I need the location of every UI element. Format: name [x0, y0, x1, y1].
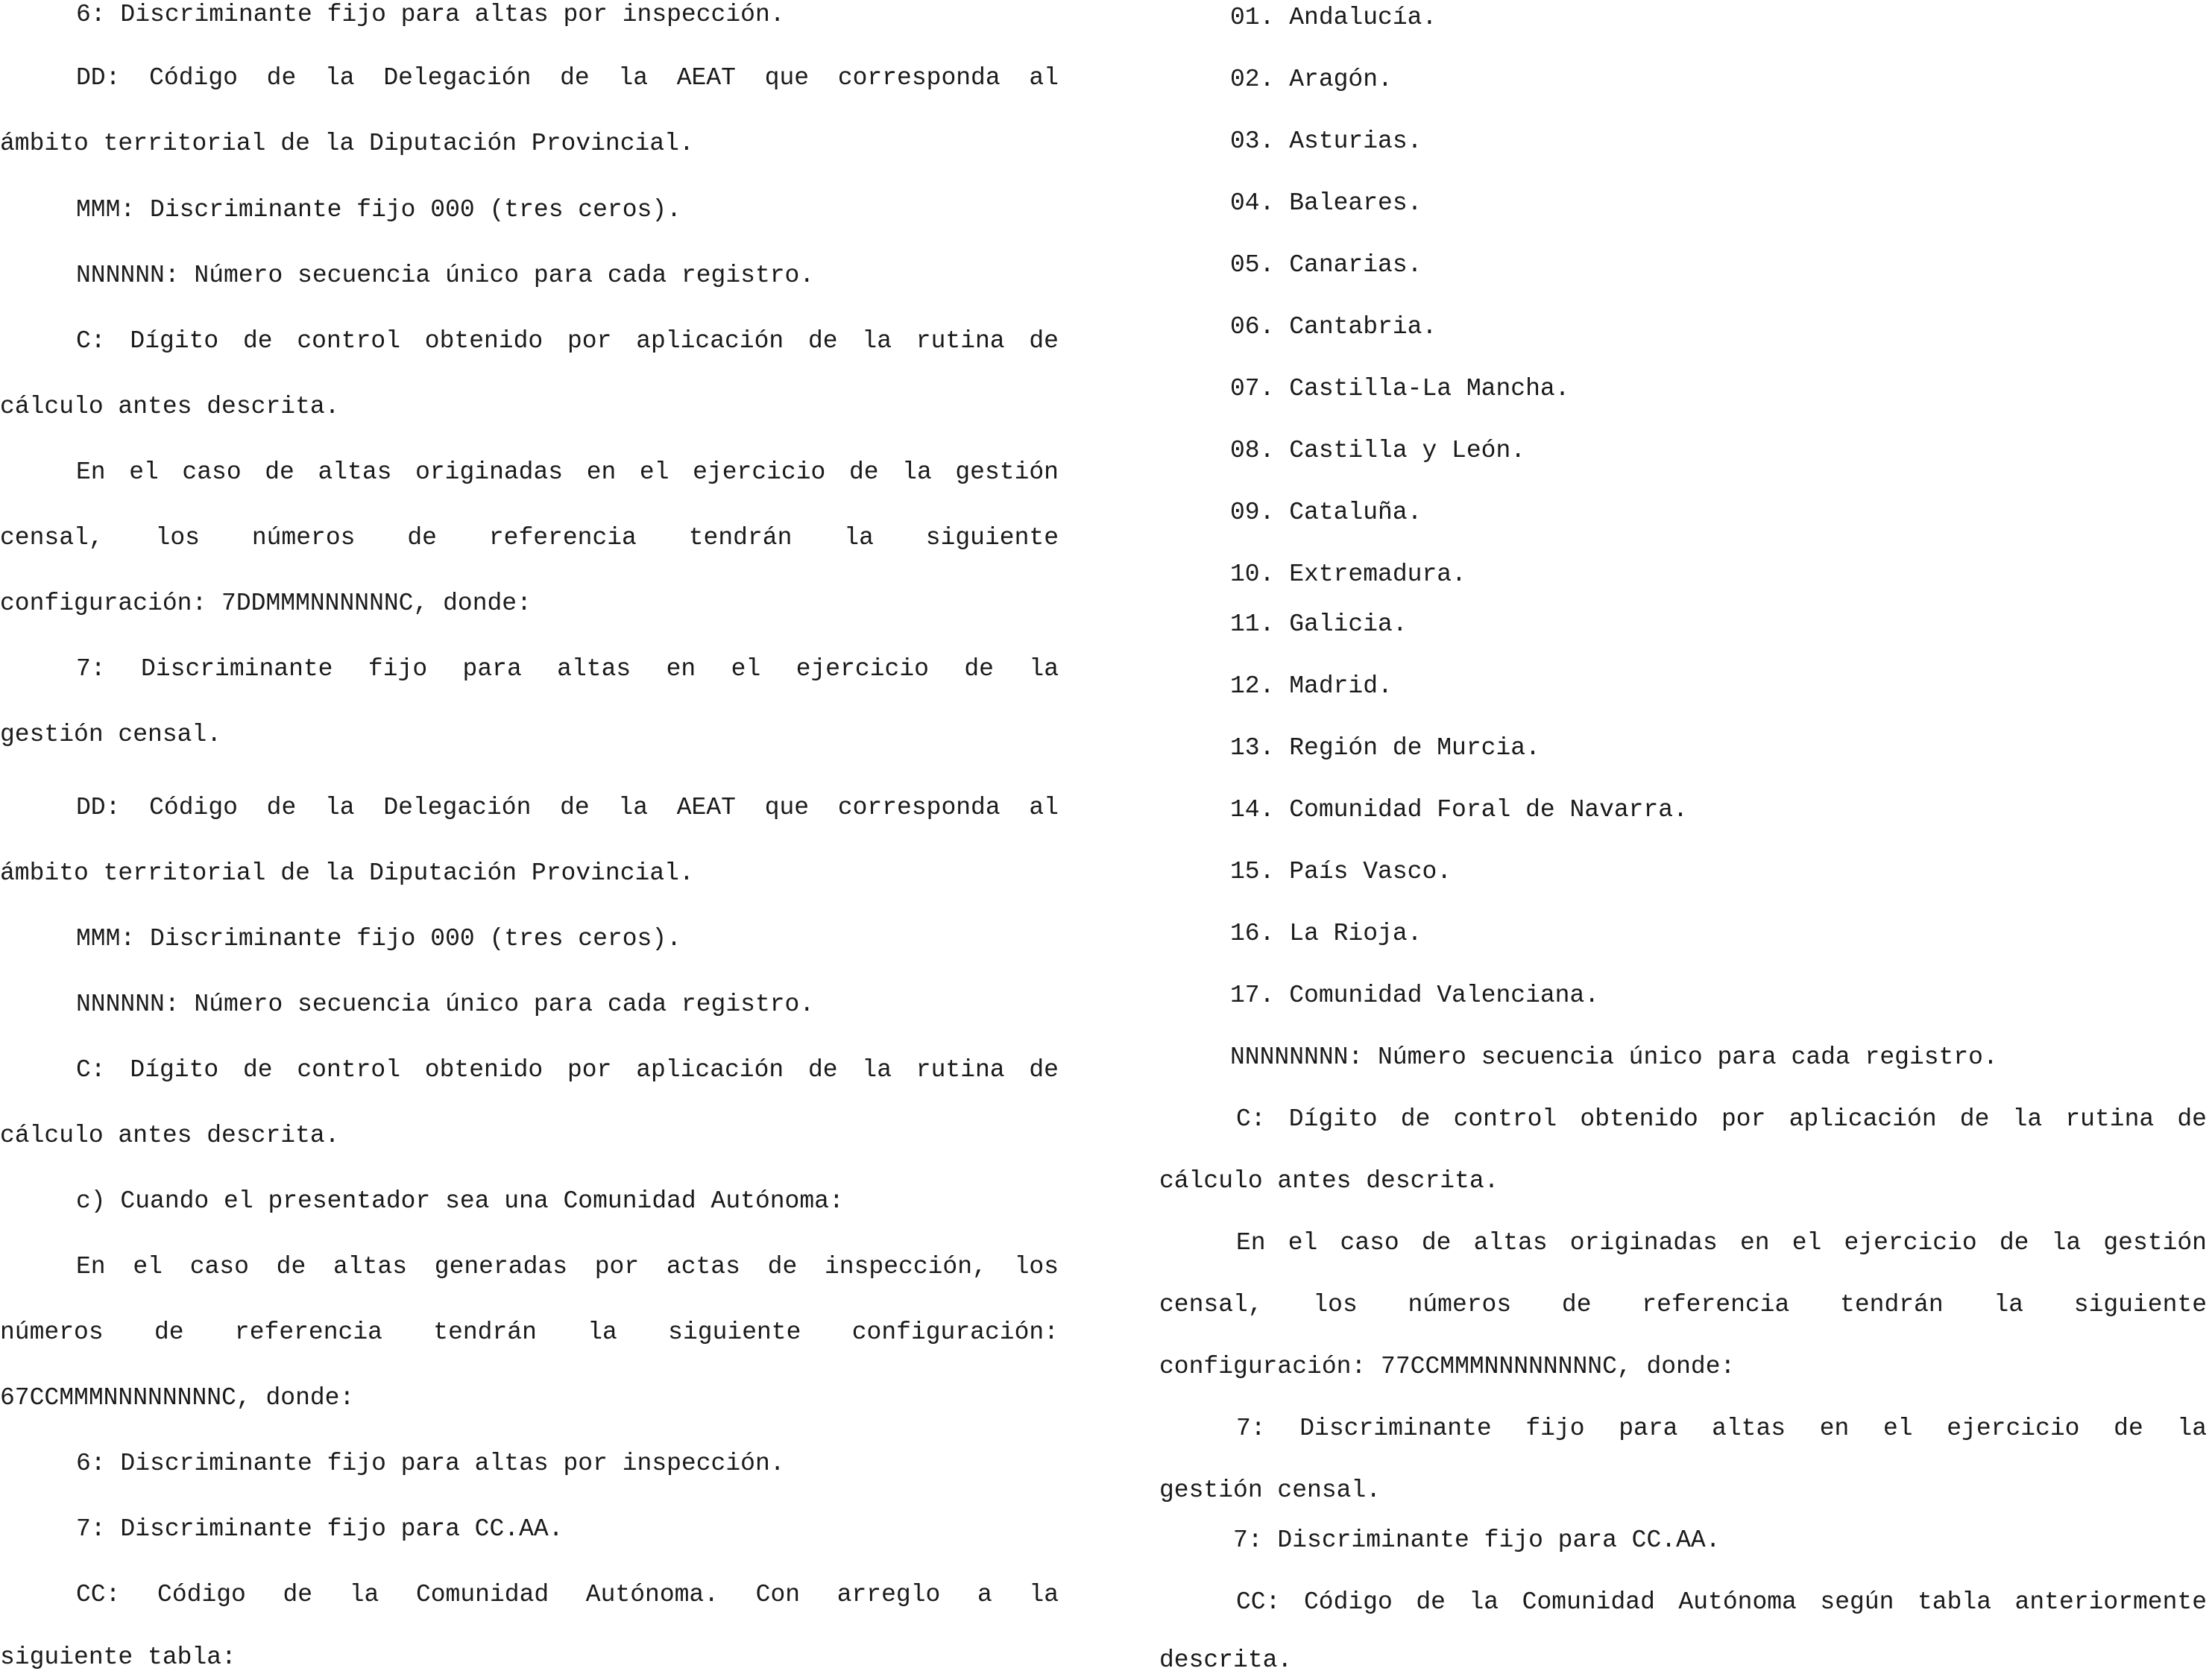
paragraph-line: NNNNNNNN: Número secuencia único para cada registro.: [1230, 1043, 1998, 1071]
paragraph-line: 6: Discriminante fijo para altas por inspección.: [76, 1, 785, 28]
paragraph-line: En el caso de altas generadas por actas de inspección, los: [76, 1253, 1059, 1280]
paragraph-line: C: Dígito de control obtenido por aplicación de la rutina de: [76, 327, 1059, 355]
paragraph-line: CC: Código de la Comunidad Autónoma. Con arreglo a la: [76, 1581, 1059, 1608]
paragraph-line: ámbito territorial de la Diputación Provincial.: [0, 859, 694, 887]
paragraph-line: cálculo antes descrita.: [0, 1122, 340, 1149]
paragraph-line: 7: Discriminante fijo para CC.AA.: [76, 1515, 564, 1543]
paragraph-line: siguiente tabla:: [0, 1643, 236, 1671]
list-item: 09. Cataluña.: [1230, 499, 1422, 526]
paragraph-line: 7: Discriminante fijo para altas en el ejercicio de la: [76, 655, 1059, 683]
paragraph-line: gestión censal.: [1159, 1477, 1381, 1504]
list-item: 17. Comunidad Valenciana.: [1230, 982, 1600, 1009]
paragraph-line: C: Dígito de control obtenido por aplicación de la rutina de: [76, 1056, 1059, 1084]
list-item: 01. Andalucía.: [1230, 4, 1437, 31]
paragraph-line: NNNNNN: Número secuencia único para cada registro.: [76, 991, 815, 1018]
paragraph-line: 7: Discriminante fijo para altas en el ejercicio de la: [1236, 1415, 2207, 1442]
paragraph-line: DD: Código de la Delegación de la AEAT que corresponda al: [76, 64, 1059, 92]
paragraph-line: gestión censal.: [0, 721, 222, 748]
paragraph-line: configuración: 77CCMMMNNNNNNNNC, donde:: [1159, 1353, 1736, 1380]
list-item: 12. Madrid.: [1230, 672, 1393, 700]
paragraph-line: c) Cuando el presentador sea una Comunidad Autónoma:: [76, 1187, 844, 1215]
paragraph-line: 67CCMMMNNNNNNNNC, donde:: [0, 1384, 355, 1412]
list-item: 16. La Rioja.: [1230, 920, 1422, 947]
paragraph-line: CC: Código de la Comunidad Autónoma según tabla anteriormente: [1236, 1588, 2207, 1616]
paragraph-line: MMM: Discriminante fijo 000 (tres ceros).: [76, 925, 681, 953]
paragraph-line: 7: Discriminante fijo para CC.AA.: [1233, 1526, 1721, 1554]
paragraph-line: números de referencia tendrán la siguiente configuración:: [0, 1318, 1059, 1346]
list-item: 04. Baleares.: [1230, 189, 1422, 217]
paragraph-line: NNNNNN: Número secuencia único para cada registro.: [76, 262, 815, 289]
paragraph-line: DD: Código de la Delegación de la AEAT que corresponda al: [76, 794, 1059, 821]
paragraph-line: En el caso de altas originadas en el ejercicio de la gestión: [1236, 1229, 2207, 1257]
list-item: 08. Castilla y León.: [1230, 437, 1526, 464]
list-item: 03. Asturias.: [1230, 127, 1422, 155]
paragraph-line: censal, los números de referencia tendrán la siguiente: [1159, 1291, 2207, 1318]
paragraph-line: descrita.: [1159, 1646, 1293, 1674]
paragraph-line: 6: Discriminante fijo para altas por inspección.: [76, 1450, 785, 1477]
list-item: 10. Extremadura.: [1230, 560, 1466, 588]
list-item: 07. Castilla-La Mancha.: [1230, 375, 1570, 402]
paragraph-line: En el caso de altas originadas en el ejercicio de la gestión: [76, 458, 1059, 486]
paragraph-line: censal, los números de referencia tendrán la siguiente: [0, 524, 1059, 552]
paragraph-line: ámbito territorial de la Diputación Provincial.: [0, 130, 694, 157]
list-item: 05. Canarias.: [1230, 251, 1422, 279]
list-item: 13. Región de Murcia.: [1230, 734, 1540, 762]
paragraph-line: configuración: 7DDMMMNNNNNNC, donde:: [0, 590, 532, 617]
paragraph-line: MMM: Discriminante fijo 000 (tres ceros).: [76, 196, 681, 224]
list-item: 06. Cantabria.: [1230, 313, 1437, 341]
paragraph-line: cálculo antes descrita.: [1159, 1167, 1499, 1195]
list-item: 15. País Vasco.: [1230, 858, 1452, 885]
list-item: 02. Aragón.: [1230, 66, 1393, 93]
list-item: 11. Galicia.: [1230, 610, 1408, 638]
paragraph-line: cálculo antes descrita.: [0, 393, 340, 420]
paragraph-line: C: Dígito de control obtenido por aplicación de la rutina de: [1236, 1105, 2207, 1133]
list-item: 14. Comunidad Foral de Navarra.: [1230, 796, 1688, 824]
